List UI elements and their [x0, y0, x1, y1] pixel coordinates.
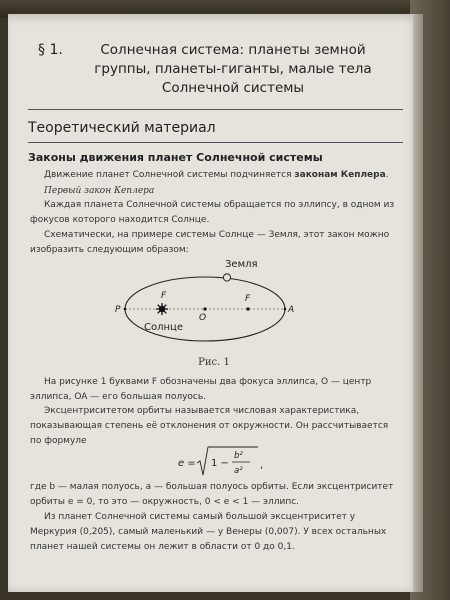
formula-denominator: a²: [234, 466, 243, 476]
formula-numerator: b²: [234, 451, 243, 461]
chapter-number: § 1.: [38, 42, 63, 58]
intro-text: Движение планет Солнечной системы подчиняется: [44, 170, 295, 180]
law-heading: Первый закон Кеплера: [44, 186, 155, 196]
paragraph-intro: [30, 168, 398, 183]
paragraph-formula-explanation: где b — малая полуось, a — большая полуось орбиты. Если эксцентриситет орбиты e = 0, то это — окружность, 0 < e < 1 — эллипс.: [30, 482, 394, 507]
paragraph-eccentricity-definition: Эксцентриситетом орбиты называется числовая характеристика, показывающая степень её отклонения от окружности. Он рассчитывается по формуле: [30, 406, 389, 446]
kepler-orbit-figure: [110, 256, 310, 366]
section-divider: [28, 142, 403, 143]
page-edge: [413, 14, 423, 592]
intro-end: .: [385, 170, 389, 180]
aphelion-label: A: [288, 305, 295, 315]
sun-label: Солнце: [144, 322, 183, 333]
focus-label-2: F: [245, 294, 251, 304]
sun-icon: [156, 303, 168, 315]
subsection-title: Законы движения планет Солнечной системы: [28, 151, 323, 164]
formula-lhs: e =: [178, 458, 196, 469]
formula-end: ,: [260, 460, 264, 471]
focus-label-1: F: [161, 291, 167, 301]
chapter-title: Солнечная система: планеты земной группы, планеты-гиганты, малые тела Солнечной системы: [94, 42, 372, 96]
earth-marker: [223, 274, 230, 281]
paragraph-planet-eccentricities: Из планет Солнечной системы самый большой эксцентриситет у Меркурия (0,205), самый маленький — у Венеры (0,007). У всех остальных планет нашей системы он лежит в области от 0 до 0,1.: [30, 512, 387, 552]
perihelion-label: P: [115, 305, 121, 315]
point-P: [124, 308, 127, 311]
center-label: O: [199, 313, 207, 323]
paragraph-schematic: Схематически, на примере системы Солнце — Земля, этот закон можно изобразить следующим образом:: [30, 230, 390, 255]
figure-caption: Рис. 1: [198, 357, 230, 368]
earth-label: Земля: [225, 259, 258, 270]
formula-one-minus: 1 −: [211, 458, 229, 469]
section-title: Теоретический материал: [28, 120, 216, 136]
title-divider: [28, 109, 403, 110]
center-point: [203, 307, 206, 310]
point-A: [284, 308, 287, 311]
kepler-laws-term: законам Кеплера: [294, 170, 386, 180]
focus-point-2: [246, 307, 249, 310]
eccentricity-formula: [170, 444, 280, 480]
paragraph-figure-description: На рисунке 1 буквами F обозначены два фокуса эллипса, O — центр эллипса, OA — его большая полуось.: [30, 377, 372, 402]
paragraph-law-text: Каждая планета Солнечной системы обращается по эллипсу, в одном из фокусов которого находится Солнце.: [30, 200, 395, 225]
